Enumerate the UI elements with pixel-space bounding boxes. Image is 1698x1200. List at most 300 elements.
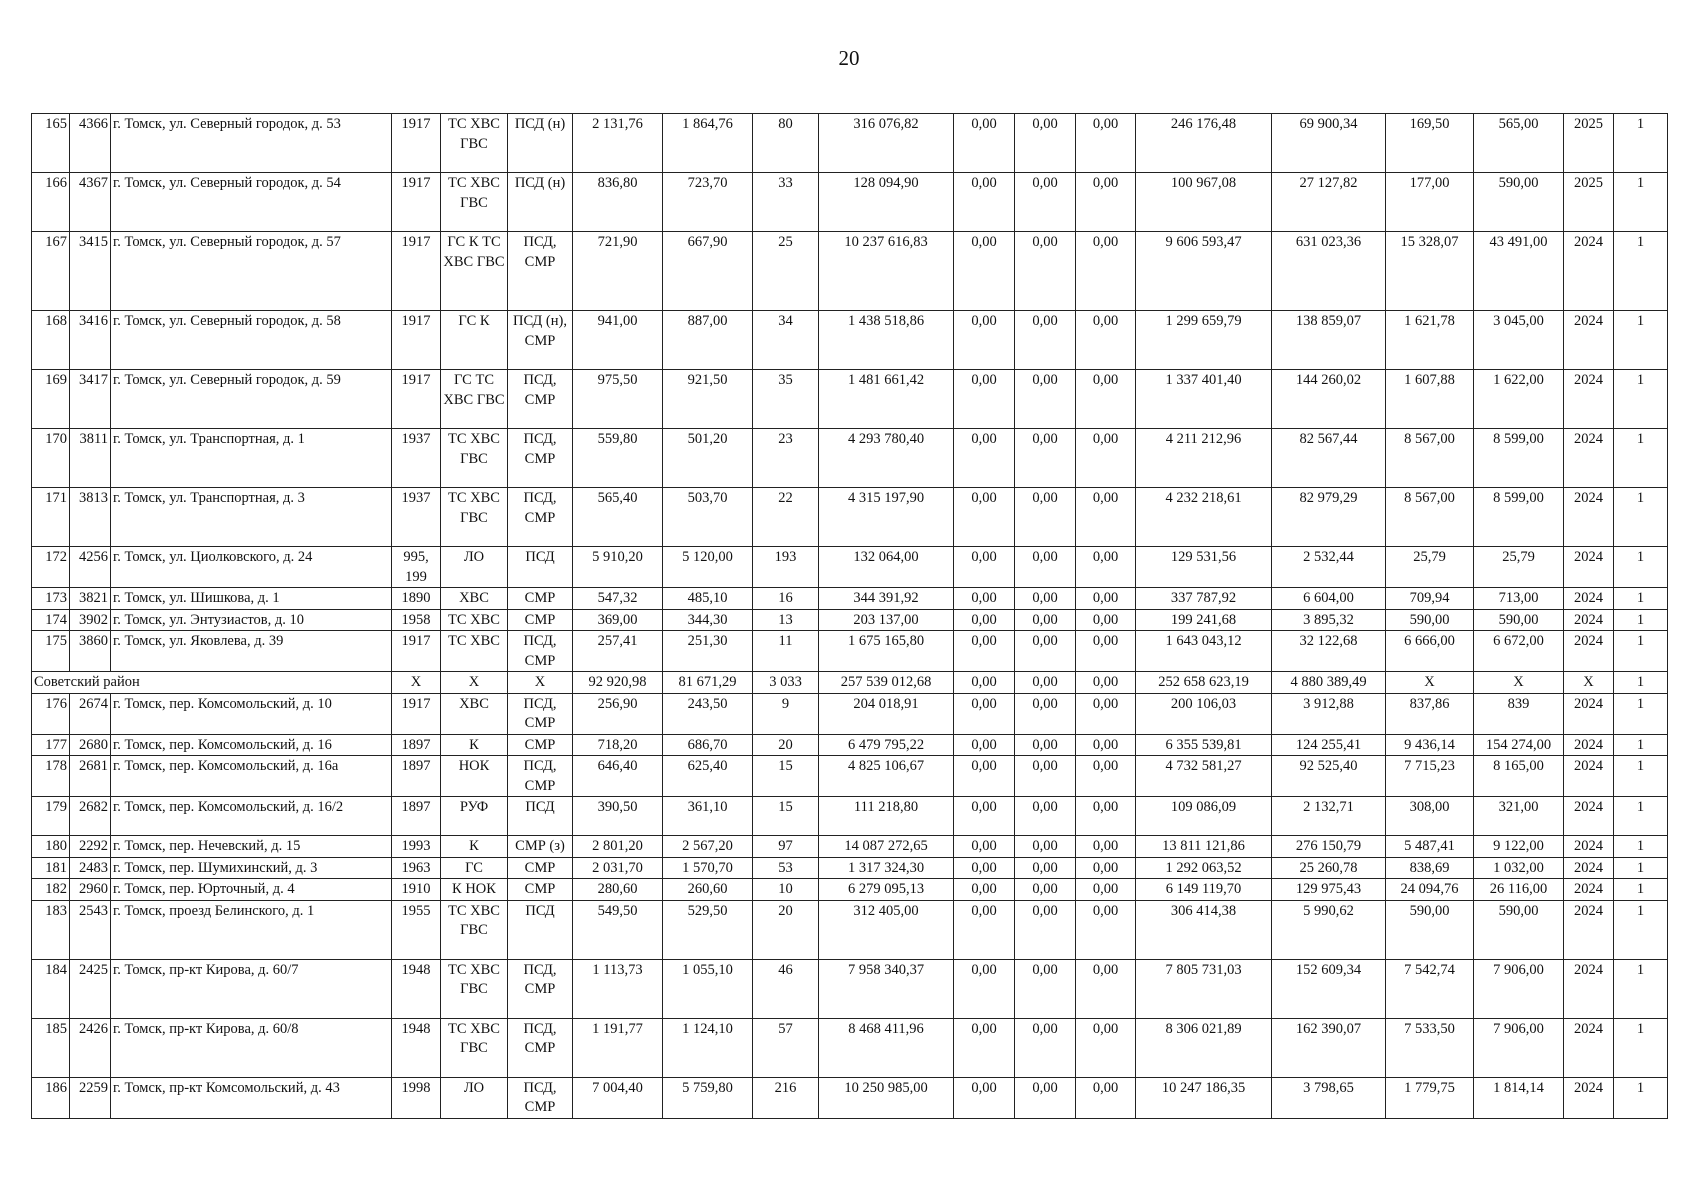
cell-regional-funds: 0,00 xyxy=(1015,488,1076,547)
cell-fund-owner-funds: 1 292 063,52 xyxy=(1136,857,1272,879)
cell-total-cost: 4 315 197,90 xyxy=(819,488,954,547)
cell-stage: СМР xyxy=(508,734,573,756)
cell-row-number: 178 xyxy=(32,756,70,797)
cell-regional-funds: 0,00 xyxy=(1015,173,1076,232)
cell-federal-funds: 0,00 xyxy=(954,588,1015,610)
cell-living-area: 344,30 xyxy=(663,609,753,631)
cell-total-area: 836,80 xyxy=(573,173,663,232)
cell-priority: 1 xyxy=(1614,609,1668,631)
cell-house-code: 4367 xyxy=(70,173,111,232)
cell-total-cost: 4 825 106,67 xyxy=(819,756,954,797)
cell-residents: 22 xyxy=(753,488,819,547)
cell-row-number: 181 xyxy=(32,857,70,879)
cell-address: г. Томск, ул. Северный городок, д. 54 xyxy=(111,173,392,232)
cell-owner-funds: 2 532,44 xyxy=(1272,547,1386,588)
cell-federal-funds: 0,00 xyxy=(954,488,1015,547)
table-row xyxy=(32,693,1668,734)
cell-work-type: К НОК xyxy=(441,879,508,901)
repair-register-table xyxy=(31,113,1668,1119)
cell-stage: СМР (з) xyxy=(508,836,573,858)
cell-priority: 1 xyxy=(1614,734,1668,756)
cell-fund-owner-funds: 8 306 021,89 xyxy=(1136,1018,1272,1077)
cell-total-cost: 203 137,00 xyxy=(819,609,954,631)
cell-municipal-funds: 0,00 xyxy=(1076,857,1136,879)
cell-year: 2024 xyxy=(1564,370,1614,429)
cell-fund-owner-funds: 10 247 186,35 xyxy=(1136,1077,1272,1118)
cell-max-unit-cost: 1 622,00 xyxy=(1474,370,1564,429)
cell-work-type: ЛО xyxy=(441,547,508,588)
cell-year: 2025 xyxy=(1564,173,1614,232)
cell-year: 2024 xyxy=(1564,631,1614,672)
cell-total-cost: 10 237 616,83 xyxy=(819,232,954,311)
cell-residents: 20 xyxy=(753,900,819,959)
cell-year: 2024 xyxy=(1564,959,1614,1018)
cell-municipal-funds: 0,00 xyxy=(1076,488,1136,547)
cell-priority: 1 xyxy=(1614,370,1668,429)
cell-fund-owner-funds: 7 805 731,03 xyxy=(1136,959,1272,1018)
cell-priority: 1 xyxy=(1614,959,1668,1018)
cell-regional-funds: 0,00 xyxy=(1015,114,1076,173)
cell-owner-funds: 162 390,07 xyxy=(1272,1018,1386,1077)
cell-year: 2025 xyxy=(1564,114,1614,173)
cell-row-number: 177 xyxy=(32,734,70,756)
cell-build-year: 1917 xyxy=(392,693,441,734)
cell-owner-funds: 69 900,34 xyxy=(1272,114,1386,173)
cell-address: г. Томск, ул. Северный городок, д. 53 xyxy=(111,114,392,173)
cell-owner-funds: 32 122,68 xyxy=(1272,631,1386,672)
cell-residents: 80 xyxy=(753,114,819,173)
cell-regional-funds: 0,00 xyxy=(1015,857,1076,879)
cell-build-year: 1917 xyxy=(392,173,441,232)
cell-total-area: 718,20 xyxy=(573,734,663,756)
cell-regional-funds: 0,00 xyxy=(1015,734,1076,756)
cell-priority: 1 xyxy=(1614,797,1668,836)
cell-residents: 3 033 xyxy=(753,672,819,694)
cell-priority: 1 xyxy=(1614,114,1668,173)
cell-living-area: 251,30 xyxy=(663,631,753,672)
cell-total-area: 2 131,76 xyxy=(573,114,663,173)
cell-priority: 1 xyxy=(1614,1018,1668,1077)
cell-owner-funds: 138 859,07 xyxy=(1272,311,1386,370)
district-name: Советский район xyxy=(32,672,392,694)
cell-year: 2024 xyxy=(1564,232,1614,311)
cell-stage: ПСД (н) xyxy=(508,173,573,232)
cell-build-year: 1955 xyxy=(392,900,441,959)
cell-address: г. Томск, ул. Транспортная, д. 1 xyxy=(111,429,392,488)
cell-regional-funds: 0,00 xyxy=(1015,879,1076,901)
cell-federal-funds: 0,00 xyxy=(954,232,1015,311)
cell-owner-funds: 3 912,88 xyxy=(1272,693,1386,734)
cell-total-cost: 1 481 661,42 xyxy=(819,370,954,429)
cell-house-code: 3813 xyxy=(70,488,111,547)
cell-year: 2024 xyxy=(1564,429,1614,488)
cell-fund-owner-funds: 100 967,08 xyxy=(1136,173,1272,232)
cell-federal-funds: 0,00 xyxy=(954,693,1015,734)
cell-stage: СМР xyxy=(508,609,573,631)
cell-house-code: 2426 xyxy=(70,1018,111,1077)
cell-residents: 13 xyxy=(753,609,819,631)
cell-build-year: 1917 xyxy=(392,311,441,370)
cell-work-type: К xyxy=(441,836,508,858)
cell-residents: 11 xyxy=(753,631,819,672)
cell-row-number: 168 xyxy=(32,311,70,370)
cell-fund-owner-funds: 199 241,68 xyxy=(1136,609,1272,631)
cell-year: 2024 xyxy=(1564,857,1614,879)
table-row xyxy=(32,173,1668,232)
cell-row-number: 171 xyxy=(32,488,70,547)
cell-living-area: 361,10 xyxy=(663,797,753,836)
cell-living-area: 260,60 xyxy=(663,879,753,901)
cell-municipal-funds: 0,00 xyxy=(1076,900,1136,959)
cell-row-number: 170 xyxy=(32,429,70,488)
cell-owner-funds: 4 880 389,49 xyxy=(1272,672,1386,694)
cell-living-area: 5 759,80 xyxy=(663,1077,753,1118)
cell-address: г. Томск, ул. Яковлева, д. 39 xyxy=(111,631,392,672)
table-row xyxy=(32,756,1668,797)
cell-regional-funds: 0,00 xyxy=(1015,693,1076,734)
cell-max-unit-cost: 1 032,00 xyxy=(1474,857,1564,879)
cell-federal-funds: 0,00 xyxy=(954,311,1015,370)
cell-living-area: 625,40 xyxy=(663,756,753,797)
cell-row-number: 165 xyxy=(32,114,70,173)
cell-living-area: 503,70 xyxy=(663,488,753,547)
cell-year: X xyxy=(1564,672,1614,694)
cell-unit-cost: 177,00 xyxy=(1386,173,1474,232)
cell-residents: 34 xyxy=(753,311,819,370)
cell-federal-funds: 0,00 xyxy=(954,857,1015,879)
cell-priority: 1 xyxy=(1614,693,1668,734)
cell-living-area: 1 055,10 xyxy=(663,959,753,1018)
table-row xyxy=(32,311,1668,370)
cell-total-area: 2 801,20 xyxy=(573,836,663,858)
cell-build-year: 1910 xyxy=(392,879,441,901)
cell-house-code: 3417 xyxy=(70,370,111,429)
cell-living-area: 81 671,29 xyxy=(663,672,753,694)
cell-build-year: 1963 xyxy=(392,857,441,879)
cell-max-unit-cost: 590,00 xyxy=(1474,900,1564,959)
cell-work-type: ТС ХВС ГВС xyxy=(441,173,508,232)
cell-row-number: 174 xyxy=(32,609,70,631)
cell-build-year: 1998 xyxy=(392,1077,441,1118)
cell-municipal-funds: 0,00 xyxy=(1076,756,1136,797)
cell-living-area: 485,10 xyxy=(663,588,753,610)
cell-total-cost: 132 064,00 xyxy=(819,547,954,588)
cell-max-unit-cost: 6 672,00 xyxy=(1474,631,1564,672)
cell-year: 2024 xyxy=(1564,547,1614,588)
cell-max-unit-cost: 43 491,00 xyxy=(1474,232,1564,311)
cell-federal-funds: 0,00 xyxy=(954,370,1015,429)
cell-total-area: 5 910,20 xyxy=(573,547,663,588)
cell-municipal-funds: 0,00 xyxy=(1076,879,1136,901)
cell-regional-funds: 0,00 xyxy=(1015,311,1076,370)
cell-residents: 15 xyxy=(753,756,819,797)
cell-total-area: 565,40 xyxy=(573,488,663,547)
cell-build-year: X xyxy=(392,672,441,694)
cell-residents: 15 xyxy=(753,797,819,836)
cell-unit-cost: 837,86 xyxy=(1386,693,1474,734)
cell-living-area: 529,50 xyxy=(663,900,753,959)
cell-house-code: 3415 xyxy=(70,232,111,311)
cell-address: г. Томск, пер. Комсомольский, д. 16/2 xyxy=(111,797,392,836)
cell-max-unit-cost: 321,00 xyxy=(1474,797,1564,836)
cell-federal-funds: 0,00 xyxy=(954,114,1015,173)
cell-work-type: ГС К xyxy=(441,311,508,370)
cell-address: г. Томск, пер. Нечевский, д. 15 xyxy=(111,836,392,858)
cell-municipal-funds: 0,00 xyxy=(1076,232,1136,311)
cell-municipal-funds: 0,00 xyxy=(1076,588,1136,610)
table-row xyxy=(32,609,1668,631)
cell-regional-funds: 0,00 xyxy=(1015,836,1076,858)
cell-total-area: 92 920,98 xyxy=(573,672,663,694)
cell-fund-owner-funds: 6 149 119,70 xyxy=(1136,879,1272,901)
cell-stage: СМР xyxy=(508,588,573,610)
cell-total-area: 280,60 xyxy=(573,879,663,901)
cell-unit-cost: 1 621,78 xyxy=(1386,311,1474,370)
cell-unit-cost: 8 567,00 xyxy=(1386,488,1474,547)
cell-work-type: ЛО xyxy=(441,1077,508,1118)
cell-municipal-funds: 0,00 xyxy=(1076,1018,1136,1077)
cell-build-year: 1937 xyxy=(392,429,441,488)
cell-total-area: 559,80 xyxy=(573,429,663,488)
cell-max-unit-cost: 8 599,00 xyxy=(1474,429,1564,488)
cell-residents: 23 xyxy=(753,429,819,488)
cell-priority: 1 xyxy=(1614,900,1668,959)
cell-house-code: 3902 xyxy=(70,609,111,631)
cell-federal-funds: 0,00 xyxy=(954,631,1015,672)
cell-owner-funds: 152 609,34 xyxy=(1272,959,1386,1018)
cell-address: г. Томск, пер. Комсомольский, д. 10 xyxy=(111,693,392,734)
cell-regional-funds: 0,00 xyxy=(1015,609,1076,631)
cell-federal-funds: 0,00 xyxy=(954,609,1015,631)
cell-owner-funds: 276 150,79 xyxy=(1272,836,1386,858)
cell-priority: 1 xyxy=(1614,588,1668,610)
cell-living-area: 2 567,20 xyxy=(663,836,753,858)
cell-federal-funds: 0,00 xyxy=(954,797,1015,836)
cell-max-unit-cost: 565,00 xyxy=(1474,114,1564,173)
cell-house-code: 2960 xyxy=(70,879,111,901)
cell-stage: СМР xyxy=(508,879,573,901)
cell-total-area: 941,00 xyxy=(573,311,663,370)
cell-municipal-funds: 0,00 xyxy=(1076,547,1136,588)
cell-municipal-funds: 0,00 xyxy=(1076,114,1136,173)
cell-row-number: 175 xyxy=(32,631,70,672)
cell-fund-owner-funds: 1 299 659,79 xyxy=(1136,311,1272,370)
cell-row-number: 184 xyxy=(32,959,70,1018)
cell-total-cost: 344 391,92 xyxy=(819,588,954,610)
cell-total-area: 549,50 xyxy=(573,900,663,959)
cell-priority: 1 xyxy=(1614,311,1668,370)
cell-total-cost: 6 479 795,22 xyxy=(819,734,954,756)
cell-municipal-funds: 0,00 xyxy=(1076,631,1136,672)
cell-owner-funds: 129 975,43 xyxy=(1272,879,1386,901)
cell-row-number: 173 xyxy=(32,588,70,610)
cell-total-cost: 204 018,91 xyxy=(819,693,954,734)
cell-house-code: 2674 xyxy=(70,693,111,734)
cell-max-unit-cost: X xyxy=(1474,672,1564,694)
cell-house-code: 4366 xyxy=(70,114,111,173)
cell-owner-funds: 82 567,44 xyxy=(1272,429,1386,488)
district-row xyxy=(32,672,1668,694)
cell-work-type: ТС ХВС ГВС xyxy=(441,488,508,547)
cell-residents: 46 xyxy=(753,959,819,1018)
cell-row-number: 185 xyxy=(32,1018,70,1077)
cell-owner-funds: 82 979,29 xyxy=(1272,488,1386,547)
cell-stage: ПСД, СМР xyxy=(508,488,573,547)
cell-row-number: 167 xyxy=(32,232,70,311)
cell-municipal-funds: 0,00 xyxy=(1076,609,1136,631)
cell-house-code: 2292 xyxy=(70,836,111,858)
cell-build-year: 1897 xyxy=(392,734,441,756)
cell-regional-funds: 0,00 xyxy=(1015,672,1076,694)
cell-unit-cost: 590,00 xyxy=(1386,609,1474,631)
cell-row-number: 176 xyxy=(32,693,70,734)
cell-address: г. Томск, ул. Шишкова, д. 1 xyxy=(111,588,392,610)
cell-federal-funds: 0,00 xyxy=(954,547,1015,588)
cell-work-type: X xyxy=(441,672,508,694)
cell-work-type: ХВС xyxy=(441,693,508,734)
cell-year: 2024 xyxy=(1564,879,1614,901)
cell-living-area: 501,20 xyxy=(663,429,753,488)
cell-living-area: 1 570,70 xyxy=(663,857,753,879)
cell-residents: 9 xyxy=(753,693,819,734)
cell-municipal-funds: 0,00 xyxy=(1076,836,1136,858)
cell-owner-funds: 3 798,65 xyxy=(1272,1077,1386,1118)
cell-unit-cost: 8 567,00 xyxy=(1386,429,1474,488)
cell-municipal-funds: 0,00 xyxy=(1076,370,1136,429)
cell-owner-funds: 631 023,36 xyxy=(1272,232,1386,311)
cell-fund-owner-funds: 337 787,92 xyxy=(1136,588,1272,610)
cell-work-type: ТС ХВС ГВС xyxy=(441,429,508,488)
cell-max-unit-cost: 839 xyxy=(1474,693,1564,734)
cell-total-cost: 312 405,00 xyxy=(819,900,954,959)
cell-row-number: 186 xyxy=(32,1077,70,1118)
table-row xyxy=(32,488,1668,547)
cell-municipal-funds: 0,00 xyxy=(1076,1077,1136,1118)
cell-stage: ПСД (н), СМР xyxy=(508,311,573,370)
cell-address: г. Томск, пр-кт Кирова, д. 60/7 xyxy=(111,959,392,1018)
cell-work-type: ХВС xyxy=(441,588,508,610)
cell-federal-funds: 0,00 xyxy=(954,173,1015,232)
cell-residents: 53 xyxy=(753,857,819,879)
cell-stage: СМР xyxy=(508,857,573,879)
cell-priority: 1 xyxy=(1614,756,1668,797)
cell-house-code: 4256 xyxy=(70,547,111,588)
cell-address: г. Томск, пр-кт Комсомольский, д. 43 xyxy=(111,1077,392,1118)
cell-house-code: 2681 xyxy=(70,756,111,797)
table-row xyxy=(32,1077,1668,1118)
table-row xyxy=(32,1018,1668,1077)
cell-row-number: 169 xyxy=(32,370,70,429)
cell-fund-owner-funds: 306 414,38 xyxy=(1136,900,1272,959)
table-row xyxy=(32,797,1668,836)
table-row xyxy=(32,547,1668,588)
cell-total-area: 1 191,77 xyxy=(573,1018,663,1077)
page-number: 20 xyxy=(838,46,860,70)
cell-owner-funds: 92 525,40 xyxy=(1272,756,1386,797)
cell-build-year: 1958 xyxy=(392,609,441,631)
cell-federal-funds: 0,00 xyxy=(954,959,1015,1018)
cell-priority: 1 xyxy=(1614,879,1668,901)
cell-priority: 1 xyxy=(1614,672,1668,694)
cell-build-year: 1897 xyxy=(392,797,441,836)
cell-fund-owner-funds: 6 355 539,81 xyxy=(1136,734,1272,756)
cell-year: 2024 xyxy=(1564,1018,1614,1077)
cell-stage: ПСД, СМР xyxy=(508,631,573,672)
cell-stage: ПСД, СМР xyxy=(508,232,573,311)
cell-address: г. Томск, пер. Комсомольский, д. 16а xyxy=(111,756,392,797)
cell-year: 2024 xyxy=(1564,488,1614,547)
cell-municipal-funds: 0,00 xyxy=(1076,173,1136,232)
cell-house-code: 3860 xyxy=(70,631,111,672)
cell-work-type: ТС ХВС ГВС xyxy=(441,114,508,173)
cell-total-cost: 1 317 324,30 xyxy=(819,857,954,879)
cell-municipal-funds: 0,00 xyxy=(1076,797,1136,836)
cell-fund-owner-funds: 1 337 401,40 xyxy=(1136,370,1272,429)
cell-total-area: 721,90 xyxy=(573,232,663,311)
cell-total-area: 369,00 xyxy=(573,609,663,631)
cell-total-cost: 1 675 165,80 xyxy=(819,631,954,672)
cell-living-area: 1 124,10 xyxy=(663,1018,753,1077)
cell-year: 2024 xyxy=(1564,609,1614,631)
cell-fund-owner-funds: 4 732 581,27 xyxy=(1136,756,1272,797)
table-row xyxy=(32,879,1668,901)
cell-year: 2024 xyxy=(1564,836,1614,858)
cell-unit-cost: 1 779,75 xyxy=(1386,1077,1474,1118)
cell-federal-funds: 0,00 xyxy=(954,879,1015,901)
cell-regional-funds: 0,00 xyxy=(1015,1077,1076,1118)
cell-year: 2024 xyxy=(1564,693,1614,734)
cell-work-type: НОК xyxy=(441,756,508,797)
cell-unit-cost: 15 328,07 xyxy=(1386,232,1474,311)
cell-regional-funds: 0,00 xyxy=(1015,232,1076,311)
cell-row-number: 180 xyxy=(32,836,70,858)
cell-unit-cost: 25,79 xyxy=(1386,547,1474,588)
cell-fund-owner-funds: 200 106,03 xyxy=(1136,693,1272,734)
cell-federal-funds: 0,00 xyxy=(954,1077,1015,1118)
cell-regional-funds: 0,00 xyxy=(1015,756,1076,797)
cell-fund-owner-funds: 109 086,09 xyxy=(1136,797,1272,836)
cell-owner-funds: 2 132,71 xyxy=(1272,797,1386,836)
cell-priority: 1 xyxy=(1614,857,1668,879)
cell-stage: ПСД, СМР xyxy=(508,959,573,1018)
cell-living-area: 667,90 xyxy=(663,232,753,311)
cell-municipal-funds: 0,00 xyxy=(1076,959,1136,1018)
cell-address: г. Томск, ул. Северный городок, д. 57 xyxy=(111,232,392,311)
table-row xyxy=(32,631,1668,672)
cell-living-area: 921,50 xyxy=(663,370,753,429)
cell-stage: ПСД, СМР xyxy=(508,693,573,734)
cell-total-cost: 128 094,90 xyxy=(819,173,954,232)
table-row xyxy=(32,588,1668,610)
cell-unit-cost: 1 607,88 xyxy=(1386,370,1474,429)
cell-total-area: 646,40 xyxy=(573,756,663,797)
cell-row-number: 182 xyxy=(32,879,70,901)
cell-total-cost: 10 250 985,00 xyxy=(819,1077,954,1118)
cell-address: г. Томск, пер. Юрточный, д. 4 xyxy=(111,879,392,901)
table-row xyxy=(32,959,1668,1018)
table-row xyxy=(32,232,1668,311)
cell-year: 2024 xyxy=(1564,734,1614,756)
cell-priority: 1 xyxy=(1614,232,1668,311)
cell-stage: ПСД, СМР xyxy=(508,756,573,797)
cell-unit-cost: 5 487,41 xyxy=(1386,836,1474,858)
cell-work-type: ТС ХВС ГВС xyxy=(441,900,508,959)
cell-fund-owner-funds: 252 658 623,19 xyxy=(1136,672,1272,694)
cell-work-type: РУФ xyxy=(441,797,508,836)
cell-max-unit-cost: 3 045,00 xyxy=(1474,311,1564,370)
cell-federal-funds: 0,00 xyxy=(954,429,1015,488)
cell-residents: 33 xyxy=(753,173,819,232)
